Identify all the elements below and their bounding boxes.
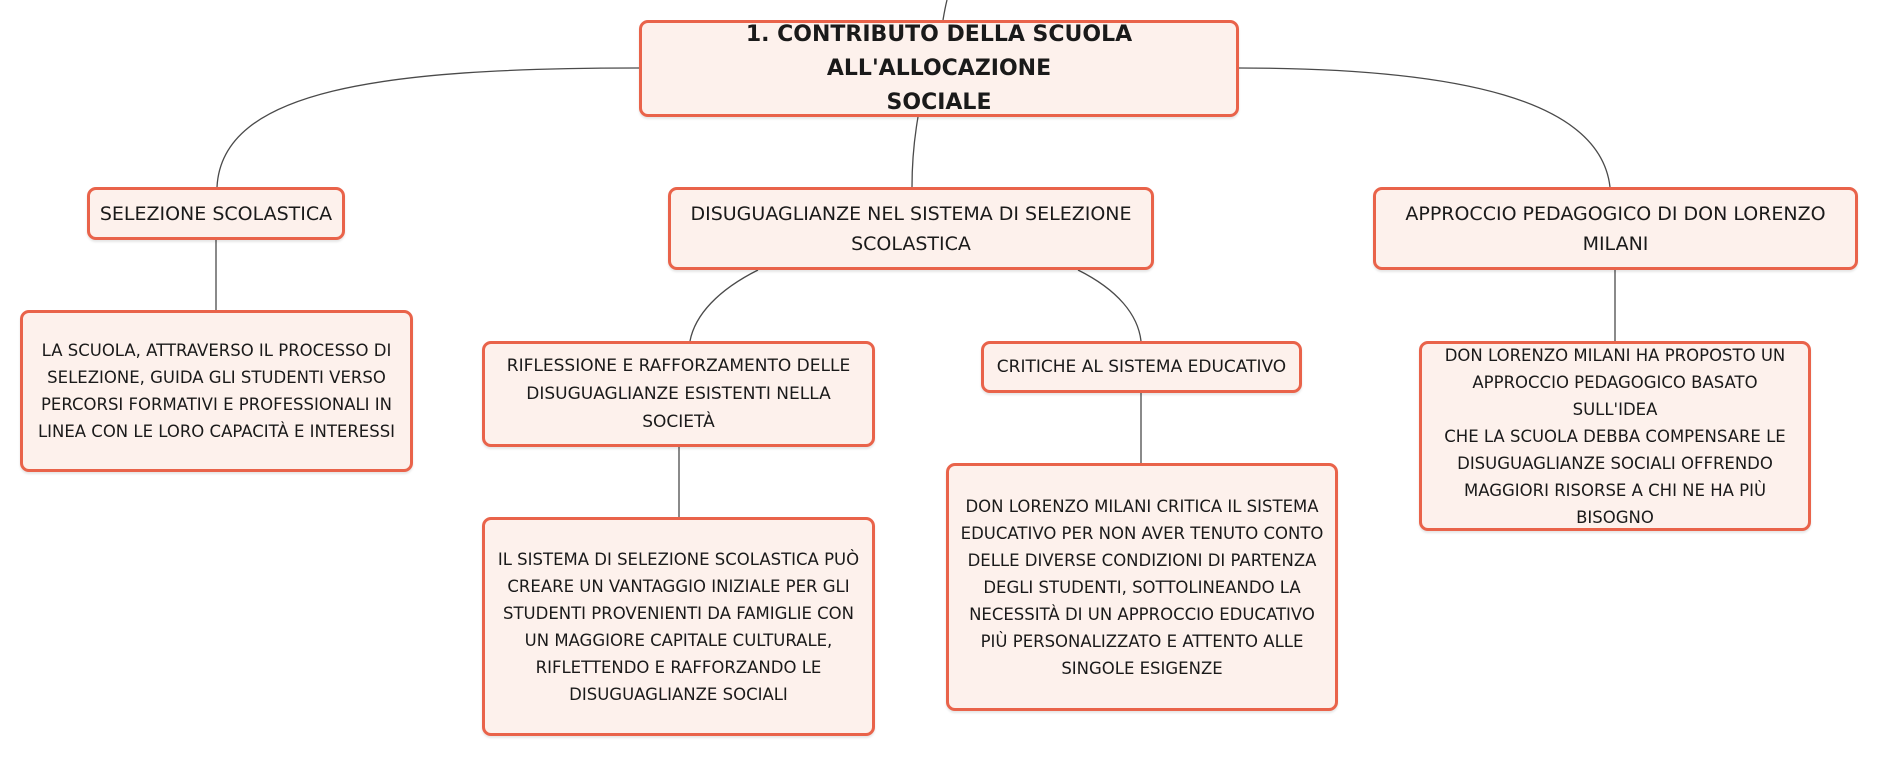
connector-root-to-selezione (217, 68, 639, 187)
root-node-label: 1. CONTRIBUTO DELLA SCUOLA ALL'ALLOCAZIONE SOCIALE (745, 21, 1133, 115)
approccio-pedagogico-node[interactable] (1373, 187, 1858, 270)
connector-root-to-approccio (1239, 68, 1610, 187)
riflessione-detail-label: IL SISTEMA DI SELEZIONE SCOLASTICA PUÒ CREARE UN VANTAGGIO INIZIALE PER GLI STUDENTI PROVENIENTI DA FAMIGLIE CON UN MAGGIORE CAPITALE CULTURALE, RIFLETTENDO E RAFFORZANDO LE DISUGUAGLIANZE SOCIALI (497, 549, 860, 704)
riflessione-node[interactable] (482, 341, 875, 447)
selezione-scolastica-detail-node[interactable] (20, 310, 413, 472)
selezione-scolastica-detail-label: LA SCUOLA, ATTRAVERSO IL PROCESSO DI SELEZIONE, GUIDA GLI STUDENTI VERSO PERCORSI FORMATIVI E PROFESSIONALI IN LINEA CON LE LORO CAPACITÀ E INTERESSI (37, 341, 396, 441)
approccio-pedagogico-detail-label: DON LORENZO MILANI HA PROPOSTO UN APPROCCIO PEDAGOGICO BASATO SULL'IDEA CHE LA SCUOLA DEBBA COMPENSARE LE DISUGUAGLIANZE SOCIALI OFFRENDO MAGGIORI RISORSE A CHI NE HA PIÙ BISOGNO (1444, 345, 1786, 527)
connector-root-to-disuguaglianze (912, 117, 918, 187)
disuguaglianze-label: DISUGUAGLIANZE NEL SISTEMA DI SELEZIONE SCOLASTICA (690, 202, 1132, 255)
root-node[interactable] (639, 20, 1239, 117)
selezione-scolastica-label: SELEZIONE SCOLASTICA (99, 202, 333, 225)
approccio-pedagogico-detail-node[interactable] (1419, 341, 1811, 531)
critiche-detail-node[interactable] (946, 463, 1338, 711)
connector-disuguaglianze-to-riflessione (690, 270, 758, 341)
disuguaglianze-node[interactable] (668, 187, 1154, 270)
riflessione-detail-node[interactable] (482, 517, 875, 736)
critiche-label: CRITICHE AL SISTEMA EDUCATIVO (996, 357, 1287, 377)
critiche-node[interactable] (981, 341, 1302, 393)
riflessione-label: RIFLESSIONE E RAFFORZAMENTO DELLE DISUGUAGLIANZE ESISTENTI NELLA SOCIETÀ (506, 356, 851, 432)
approccio-pedagogico-label: APPROCCIO PEDAGOGICO DI DON LORENZO MILANI (1405, 202, 1826, 255)
critiche-detail-label: DON LORENZO MILANI CRITICA IL SISTEMA EDUCATIVO PER NON AVER TENUTO CONTO DELLE DIVERSE CONDIZIONI DI PARTENZA DEGLI STUDENTI, SOTTOLINEANDO LA NECESSITÀ DI UN APPROCCIO EDUCATIVO PIÙ PERSONALIZZATO E ATTENTO ALLE SINGOLE ESIGENZE (960, 496, 1324, 678)
connector-disuguaglianze-to-critiche (1078, 270, 1141, 341)
selezione-scolastica-node[interactable] (87, 187, 345, 240)
